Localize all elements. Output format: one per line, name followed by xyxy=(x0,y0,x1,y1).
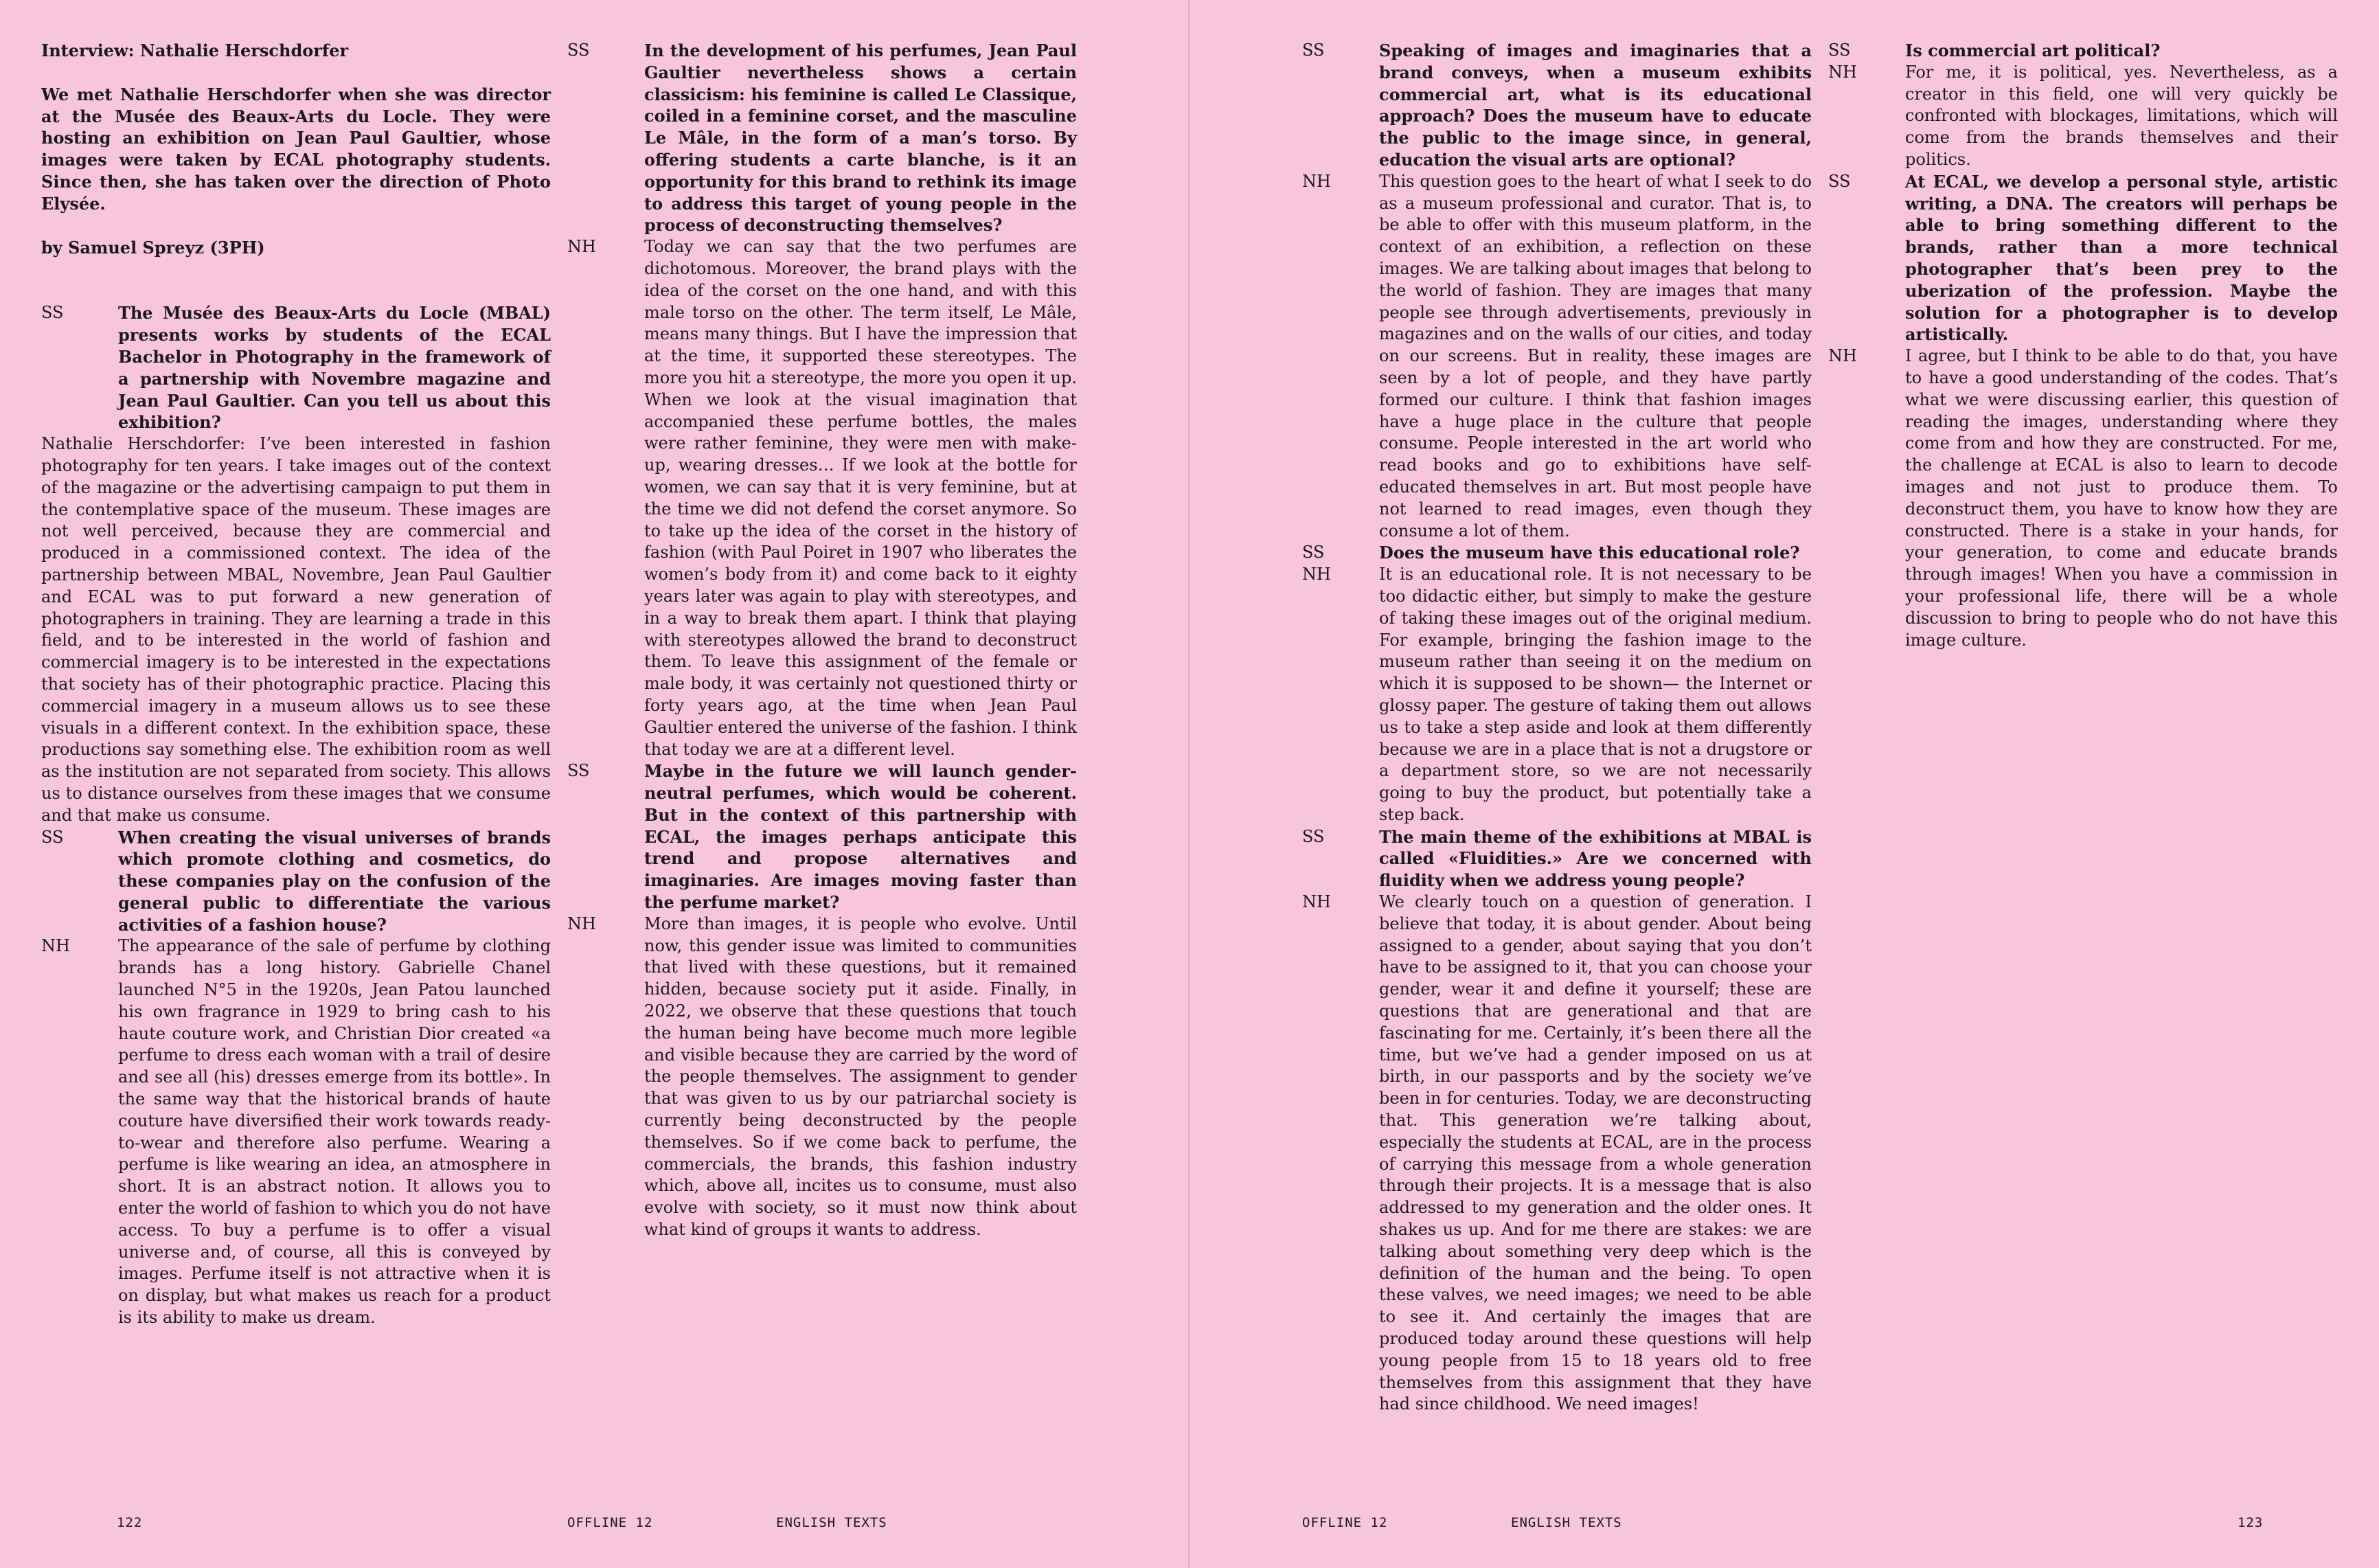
question-7: SS The main theme of the exhibitions at MBAL is called «Fluidities.» Are we concerned with fluidity when we address young people? xyxy=(1302,826,1812,891)
question-5: SS Speaking of images and imaginaries that a brand conveys, when a museum exhibits commercial art, what is its educational approach? Does the museum have to educate the public to the image since, in general, education the visual arts are optional? xyxy=(1302,41,1812,170)
footer-right-magazine: OFFLINE 12 xyxy=(1302,1515,1388,1530)
answer-6: NH It is an educational role. It is not necessary to be too didactic either, but simply to make the gesture of taking these images out of the original medium. For example, bringing the fashion image to the museum rather than seeing it on the medium on which it is supposed to be shown— the Internet or glossy paper. The gesture of taking them out allows us to take a step aside and look at them differently because we are in a place that is not a drugstore or a department store, so we are not necessarily going to buy the product, but potentially take a step back. xyxy=(1302,565,1812,824)
question-3: SS In the development of his perfumes, Jean Paul Gaultier nevertheless shows a certain classicism: his feminine is called Le Classique, coiled in a feminine corset, and the masculine Le Mâle, in the form of a man’s torso. By offering students a carte blanche, is it an opportunity for this brand to rethink its image to address this target of young people in the process of deconstructing themselves? xyxy=(567,41,1077,236)
answer-2: NH The appearance of the sale of perfume by clothing brands has a long history. Gabrielle Chanel launched N°5 in the 1920s, Jean Patou launched his own fragrance in 1929 to bring cash to his haute couture work, and Christian Dior created «a perfume to dress each woman with a trail of desire and see all (his) dresses emerge from its bottle». In the same way that the historical brands of haute couture have diversified their work towards ready-to-wear and therefore also perfume. Wearing a perfume is like wearing an idea, an atmosphere in short. It is an abstract notion. It allows you to enter the world of fashion to which you do not have access. To buy a perfume is to offer a visual universe and, of course, all this is conveyed by images. Perfume itself is not attractive when it is on display, but what makes us reach for a product is its ability to make us dream. xyxy=(41,936,551,1328)
question-4: SS Maybe in the future we will launch gender-neutral perfumes, which would be coherent. But in the context of this partnership with ECAL, the images perhaps anticipate this trend and propose alternatives and imaginaries. Are images moving faster than the perfume market? xyxy=(567,761,1077,913)
footer-left-section: ENGLISH TEXTS xyxy=(776,1515,887,1530)
footer-left-magazine: OFFLINE 12 xyxy=(567,1515,653,1530)
answer-4: NH More than images, it is people who evolve. Until now, this gender issue was limited to communities that lived with these questions, but it remained hidden, because society put it aside. Finally, in 2022, we observe that these questions that touch the human being have become much more legible and visible because they are carried by the word of the people themselves. The assignment to gender that was given to us by our patriarchal society is currently being deconstructed by the people themselves. So if we come back to perfume, the commercials, the brands, this fashion industry which, above all, incites us to consume, must also evolve with society, so it must now think about what kind of groups it wants to address. xyxy=(567,913,1077,1240)
page-number-left: 122 xyxy=(117,1515,143,1530)
byline: by Samuel Spreyz (3PH) xyxy=(41,237,265,258)
question-2: SS When creating the visual universes of brands which promote clothing and cosmetics, do these companies play on the confusion of the general public to differentiate the various activities of a fashion house? xyxy=(41,827,551,935)
answer-5: NH This question goes to the heart of what I seek to do as a museum professional and curator. That is, to be able to offer with this museum platform, in the context of an exhibition, a reflection on these images. We are talking about images that belong to the world of fashion. They are images that many people see through advertisements, previously in magazines and on the walls of our cities, and today on our screens. But in reality, these images are seen by a lot of people, and they have partly formed our culture. I think that fashion images have a huge place in the culture that people consume. People interested in the art world who read books and go to exhibitions have self-educated themselves in art. But most people have not learned to read images, even though they consume a lot of them. xyxy=(1302,171,1812,541)
question-8: SS Is commercial art political? xyxy=(1828,41,2161,60)
answer-3: NH Today we can say that the two perfumes are dichotomous. Moreover, the brand plays with the idea of the corset on the one hand, and with this male torso on the other. The term itself, Le Mâle, means many things. But I have the impression that at the time, it supported these stereotypes. The more you hit a stereotype, the more you open it up. When we look at the visual imagination that accompanied these perfume bottles, the males were rather feminine, they were men with make-up, wearing dresses… If we look at the bottle for women, we can say that it is very feminine, but at the time we did not defend the corset anymore. So to take up the idea of the corset in the history of fashion (with Paul Poiret in 1907 who liberates the women’s body from it) and come back to it eighty years later was again to play with stereotypes, and in a way to break them apart. I think that playing with stereotypes allowed the brand to deconstruct them. To leave this assignment of the female or male body, it was certainly not questioned thirty or forty years ago, at the time when Jean Paul Gaultier entered the universe of the fashion. I think that today we are at a different level. xyxy=(567,237,1077,759)
question-6: SS Does the museum have this educational role? xyxy=(1302,543,1800,563)
article-title: Interview: Nathalie Herschdorfer xyxy=(41,41,349,60)
column-4 xyxy=(1828,40,2338,651)
page-number-right: 123 xyxy=(2238,1515,2264,1530)
column-2 xyxy=(567,40,1077,1241)
question-9: SS At ECAL, we develop a personal style, artistic writing, a DNA. The creators will perhaps be able to bring something different to the brands, rather than a more technical photographer that’s been prey to the uberization of the profession. Maybe the solution for a photographer is to develop artistically. xyxy=(1828,171,2338,345)
column-1 xyxy=(41,40,551,1329)
page-gutter xyxy=(1188,0,1190,1568)
question-1: SS The Musée des Beaux-Arts du Locle (MBAL) presents works by students of the ECAL Bachelor in Photography in the framework of a partnership with Novembre magazine and Jean Paul Gaultier. Can you tell us about this exhibition? xyxy=(41,303,551,433)
answer-8: NH For me, it is political, yes. Nevertheless, as a creator in this field, one will very quickly be confronted with blockages, limitations, which will come from the brands themselves and their politics. xyxy=(1828,62,2338,169)
answer-7: NH We clearly touch on a question of generation. I believe that today, it is about gender. About being assigned to a gender, about saying that you don’t have to be assigned to it, that you can choose your gender, wear it and define it yourself; these are questions that are generational and that are fascinating for me. Certainly, it’s been there all the time, but we’ve had a gender imposed on us at birth, in our passports and by the society we’ve been in for centuries. Today, we are deconstructing that. This generation we’re talking about, especially the students at ECAL, are in the process of carrying this message from a whole generation through their projects. It is a message that is also addressed to my generation and the older ones. It shakes us up. And for me there are stakes: we are talking about something very deep which is the definition of the human and the being. To open these valves, we need images; we need to be able to see it. And certainly the images that are produced today around these questions will help young people from 15 to 18 years old to free themselves from this assignment that they have had since childhood. We need images! xyxy=(1302,892,1812,1414)
answer-9: NH I agree, but I think to be able to do that, you have to have a good understanding of the codes. That’s what we were discussing earlier, this question of reading the images, understanding where they come from and how they are constructed. For me, the challenge at ECAL is also to learn to decode images and not just to produce them. To deconstruct them, you have to know how they are constructed. There is a stake in your hands, for your generation, to come and educate brands through images! When you have a commission in your professional life, there will be a whole discussion to bring to people who do not have this image culture. xyxy=(1828,346,2338,650)
footer-right-section: ENGLISH TEXTS xyxy=(1511,1515,1622,1530)
article-intro: We met Nathalie Herschdorfer when she was director at the Musée des Beaux-Arts du Locle. They were hosting an exhibition on Jean Paul Gaultier, whose images were taken by ECAL photography students. Since then, she has taken over the direction of Photo Elysée. xyxy=(41,84,551,214)
column-3 xyxy=(1302,40,1812,1416)
answer-1: Nathalie Herschdorfer: I’ve been interested in fashion photography for ten years. I take images out of the context of the magazine or the advertising campaign to put them in the contemplative space of the museum. These images are not well perceived, because they are commercial and produced in a commissioned context. The idea of the partnership between MBAL, Novembre, Jean Paul Gaultier and ECAL was to put forward a new generation of photographers in training. They are learning a trade in this field, and to be interested in the world of fashion and commercial imagery is to be interested in the expectations that society has of their photographic practice. Placing this commercial imagery in a museum allows us to see these visuals in a different context. In the exhibition space, these productions say something else. The exhibition room as well as the institution are not separated from society. This allows us to distance ourselves from these images that we consume and that make us consume. xyxy=(41,434,551,825)
